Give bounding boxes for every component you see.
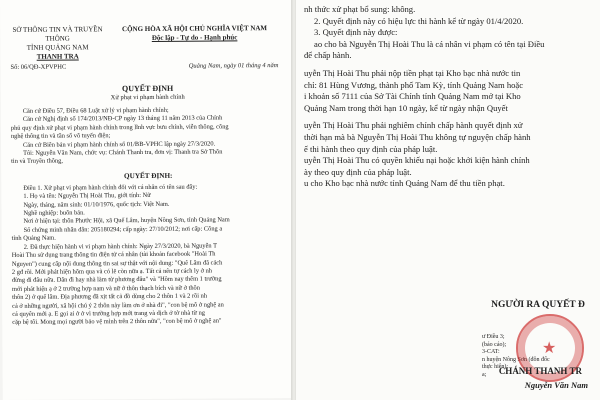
recipient-line: (báo cáo); bbox=[482, 341, 507, 348]
article-1: Điều 1. Xử phạt vi phạm hành chính đối với cá nhân có tên sau đây: bbox=[23, 183, 198, 192]
right-line: uyễn Thị Hoài Thu phải nghiêm chỉnh chấp hành quyết định xử bbox=[304, 120, 523, 131]
doc-number-row bbox=[10, 62, 284, 71]
violation-line: đừng đi đâu nữa. Dân đi hay nhà làm từ phương đâu" và "Hôm nay thêm 1 trường bbox=[11, 275, 222, 285]
right-line: 3. Quyết định này được: bbox=[314, 27, 398, 38]
violation-line: cả ở những người, xã hội chú ý 2 thôn này làm ơn ở nhà đi", "con bệ mô ở nghệ an bbox=[12, 300, 224, 310]
signer-header: NGƯỜI RA QUYẾT Đ bbox=[491, 300, 585, 310]
signer-name: Nguyễn Văn Nam bbox=[524, 380, 588, 390]
star-icon: ★ bbox=[542, 340, 557, 357]
agency-line-3: THANH TRA bbox=[36, 52, 79, 61]
right-line: uyễn Thị Hoài Thu có quyền khiếu nại hoặc khởi kiện hành chính bbox=[304, 155, 530, 166]
agency-block bbox=[10, 25, 105, 62]
right-line: 2. Quyết định này có hiệu lực thi hành kể từ ngày 01/4/2020. bbox=[314, 15, 524, 26]
right-line: chỉ: 81 Hùng Vương, thành phố Tam Kỳ, tỉnh Quảng Nam hoặc bbox=[304, 79, 524, 90]
document-header bbox=[10, 24, 284, 62]
violation-line: Nguyen") cung cấp nội dung thông tin sai sự thật với nội dung: "Quê Lâm đã cách bbox=[11, 258, 223, 268]
recipient-line: 3-CAT: bbox=[482, 349, 500, 356]
decision-subtitle: Xử phạt vi phạm hành chính bbox=[110, 93, 185, 102]
violation-line: Hoài Thu sử dụng trang thông tin điện tử cá nhân (tài khoản facebook "Hoài Th bbox=[11, 250, 216, 260]
violation-line: cá quyên mới ạ. E gọi ai ở ở vì trường hợp mới trang và dịch ở tờ nhà từ ng bbox=[12, 309, 206, 318]
nation-line-2: Độc lập - Tự do - Hạnh phúc bbox=[151, 33, 238, 42]
right-line: nh thức xử phạt bổ sung: không. bbox=[304, 4, 416, 14]
basis-line: Căn cứ Biên bản vi phạm hành chính số 01/BB-VPHC lập ngày 27/3/2020. bbox=[22, 140, 216, 149]
basis-line: Căn cứ Nghị định số 174/2013/NĐ-CP ngày 13 tháng 11 năm 2013 của Chính bbox=[22, 114, 223, 124]
nation-line-1: CỘNG HÒA XÃ HỘI CHỦ NGHĨA VIỆT NAM bbox=[121, 24, 268, 34]
doc-number: Số: 06/QĐ-XPVPHC bbox=[10, 63, 67, 71]
person-line: 1. Họ và tên: Nguyễn Thị Hoài Thu, giới tính: Nữ bbox=[23, 192, 151, 201]
signature-block bbox=[482, 300, 594, 310]
person-line: tỉnh Quảng Nam. bbox=[11, 234, 56, 243]
basis-line: tin và Truyền thông, bbox=[11, 158, 63, 166]
right-line: ày theo quy định của pháp luật. bbox=[304, 166, 412, 177]
decision-page-left bbox=[0, 0, 295, 400]
basis-line: phủ quy định xử phạt vi phạm hành chính trong lĩnh vực bưu chính, viễn thông, công bbox=[10, 123, 229, 132]
person-line: Số chứng minh nhân dân: 205180294; cấp ngày: 27/10/2012; nơi cấp: Công a bbox=[23, 225, 223, 234]
recipient-line: n huyện Nông Sơn (đôn đốc thực hiện); bbox=[482, 356, 550, 371]
agency-line-2: TỈNH QUẢNG NAM bbox=[26, 43, 89, 52]
right-line: i khoản số 7111 của Sở Tài Chính tỉnh Quảng Nam mở tại Kho bbox=[304, 91, 521, 102]
decision-page-right bbox=[296, 0, 600, 400]
right-line: ế thi hành theo quy định của pháp luật. bbox=[304, 143, 438, 154]
violation-line: thôn 2) ở quế lâm. Địa phương đã xịt tất cả đồ dùng cho 2 thôn 1 và 2 rồi nh bbox=[12, 292, 208, 302]
date-place: Quảng Nam, ngày 01 tháng 4 năm bbox=[188, 62, 279, 70]
recipient-line: ư Điều 3; bbox=[482, 334, 505, 340]
agency-line-1: SỞ THÔNG TIN VÀ TRUYỀN THÔNG bbox=[12, 25, 103, 43]
right-line: uyễn Thị Hoài Thu phải nộp tiền phạt tại Kho bạc nhà nước tin bbox=[304, 67, 521, 78]
decision-title: QUYẾT ĐỊNH bbox=[121, 83, 174, 94]
recipient-line: a; bbox=[482, 371, 487, 378]
basis-line: Tôi: Nguyễn Văn Nam, chức vụ: Chánh Thanh tra, đơn vị: Thanh tra Sở Thôn bbox=[23, 148, 223, 157]
violation-line: mới phát hiện ạ ở 2 trường hợp nam và nữ ở thôn thạch bích và nữ ở thôn bbox=[11, 284, 200, 293]
person-line: Ngày, tháng, năm sinh: 01/10/1976, quốc tịch: Việt Nam. bbox=[23, 200, 170, 209]
violation-line: 2 gđ rồi. Mới phát hiện hôm qua và có lẽ còn nữa ạ. Tất cả nên tự cách ly ở nh bbox=[11, 267, 213, 276]
violation-line: cặp bệ tôi. Mong mọi người bảo vệ mình trên 2 thôn nữa", "con bệ mô ở nghệ an" bbox=[12, 317, 222, 327]
right-line: để chấp hành. bbox=[304, 50, 352, 61]
right-line: thời hạn mà bà Nguyễn Thị Hoài Thu không tự nguyện chấp hành bbox=[304, 131, 531, 142]
decision-heading: QUYẾT ĐỊNH: bbox=[124, 171, 173, 180]
nation-block bbox=[105, 24, 285, 61]
person-line: Nghề nghiệp: buôn bán. bbox=[23, 209, 85, 217]
basis-line: Căn cứ Điều 57, Điều 68 Luật xử lý vi phạm hành chính; bbox=[22, 106, 169, 115]
right-line: Quảng Nam trong thời hạn 10 ngày, kể từ ngày nhận Quyết bbox=[304, 102, 508, 113]
person-line: Nơi ở hiện tại: thôn Phước Hội, xã Quế Lâm, huyện Nông Sơn, tỉnh Quảng Nam bbox=[23, 216, 230, 226]
right-line: u cho Kho bạc nhà nước tỉnh Quảng Nam để thu tiền phạt. bbox=[304, 178, 505, 189]
violation-line: 2. Đã thực hiện hành vi vi phạm hành chính: Ngày 27/3/2020, bà Nguyễn T bbox=[23, 242, 218, 251]
right-line: ao cho bà Nguyễn Thị Hoài Thu là cá nhân vi phạm có tên tại Điều bbox=[314, 38, 545, 49]
basis-line: nghệ thông tin và tần số vô tuyến điện; bbox=[10, 132, 111, 141]
signer-role: CHÁNH THANH TR bbox=[498, 366, 582, 376]
